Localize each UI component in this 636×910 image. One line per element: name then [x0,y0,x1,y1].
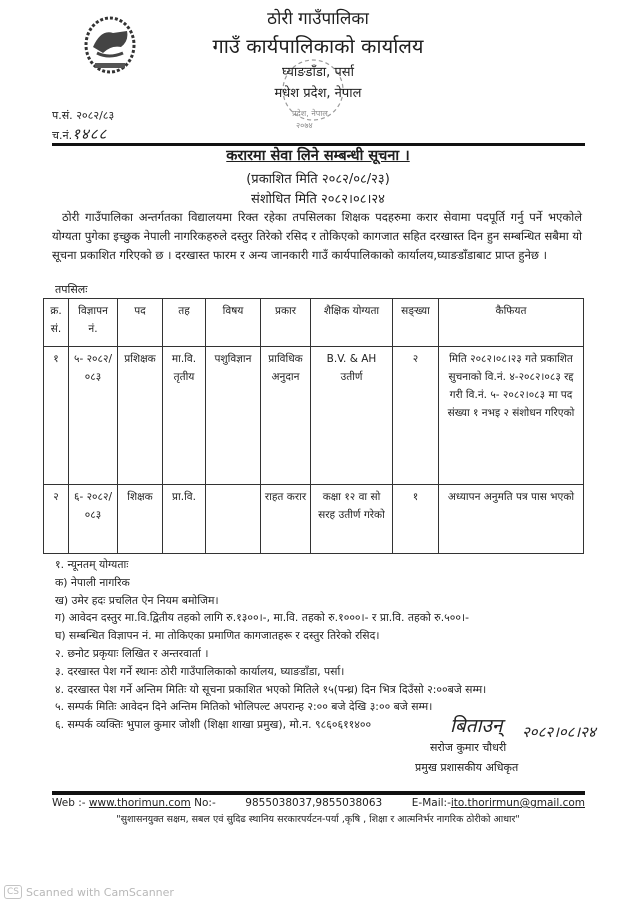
fiscal-year-value: २०८२/८३ [76,109,115,122]
note-item: ४. दरखास्त पेश गर्ने अन्तिम मितिः यो सूचना प्रकाशित भएको मितिले १५(पन्ध्र) दिन भित्र दिउँसो २:००बजे सम्म। [55,682,487,696]
table-row [44,347,584,485]
col-header-post: पद [118,299,163,347]
notes-list [55,556,486,734]
cell-type: राहत करार [261,485,311,554]
col-header-ad-no: विज्ञापन नं. [69,299,118,347]
cell-qualification: कक्षा १२ वा सो सरह उतीर्ण गरेको [311,485,393,554]
phone-numbers: 9855038037,9855038063 [245,797,383,809]
cell-remarks: मिति २०८२।०८।२३ गते प्रकाशित सुचनाको वि.नं. ४-२०८२।०८३ रद्द गरी वि.नं. ५- २०८२।०८३ मा पद संख्या १ नभइ २ संशोधन गरिएको [439,347,584,485]
cell-count: १ [393,485,439,554]
cell-type: प्राविधिक अनुदान [261,347,311,485]
cell-subject: पशुविज्ञान [206,347,261,485]
dispatch-number: १४८८ [72,125,108,143]
note-item: २. छनोट प्रकृयाः लिखित र अन्तरवार्ता । [55,646,209,660]
col-header-type: प्रकार [261,299,311,347]
cell-ad-no: ६- २०८२/ ०८३ [69,485,118,554]
footer-slogan: "सुशासनयुक्त सक्षम, सबल एवं सुदिढ स्थानिय सरकारपर्यटन-पर्या ,कृषि , शिक्षा र आत्मनिर्भर नागरिक ठोरीको आधार" [116,814,520,825]
address-line-2: मधेश प्रदेश, नेपाल [274,86,362,101]
cell-post: प्रशिक्षक [118,347,163,485]
details-label: तपसिलः [55,283,88,296]
table-row [44,485,584,554]
table-header-row [44,299,584,347]
web-label: Web :- [52,797,86,809]
handwritten-signature: बिताउन् [450,715,503,737]
office-name: गाउँ कार्यपालिकाको कार्यालय [212,34,424,58]
note-item: ६. सम्पर्क व्यक्तिः भुपाल कुमार जोशी (शिक्षा शाखा प्रमुख), मो.न. ९८६०६११४०० [55,718,372,732]
cell-count: २ [393,347,439,485]
svg-text:२०७४: २०७४ [296,121,313,130]
cell-level: प्रा.वि. [163,485,206,554]
dispatch-label: च.नं. [52,129,73,142]
fiscal-year-label: प.सं. [52,109,73,122]
col-header-remarks: कैफियत [439,299,584,347]
note-item: क) नेपाली नागरिक [55,575,130,589]
email-label: E-Mail:- [411,797,451,809]
email-link[interactable]: ito.thorirmun@gmail.com [450,797,585,809]
note-item: १. न्यूनतम् योग्यताः [55,558,129,571]
fiscal-year-ref [52,108,114,123]
cell-sn: १ [44,347,69,485]
col-header-subject: विषय [206,299,261,347]
note-item: ५. सम्पर्क मितिः आवेदन दिने अन्तिम मितिको भोलिपल्ट अपरान्ह २:०० बजे देखि ३:०० बजे सम्म। [55,700,433,714]
cell-remarks: अध्यापन अनुमति पत्र पास भएको [439,485,584,554]
camscanner-text: Scanned with CamScanner [26,885,174,899]
signatory-designation: प्रमुख प्रशासकीय अधिकृत [415,761,519,774]
signatory-name: सरोज कुमार चौधरी [430,741,507,754]
signature-date: २०८२।०८।२४ [522,723,596,741]
svg-text:प्रदेश, नेपाल: प्रदेश, नेपाल [292,109,328,118]
col-header-sn: क्र. सं. [44,299,69,347]
notice-body: ठोरी गाउँपालिका अन्तर्गतका विद्यालयमा रिक्त रहेका तपसिलका शिक्षक पदहरुमा करार सेवामा पदपूर्ति गर्नु पर्ने भएकोले योग्यता पुगेका इच्छुक नेपाली नागरिकहरुले दस्तुर तिरेको रसिद र तोकिएको कागजात सहित दरखास्त दिन हुन सम्बन्धित सबैमा यो सूचना प्रकाशित गरिएको छ । दरखास्त फारम र अन्य जानकारी गाउँ कार्यपालिकाको कार्यालय,घ्याङडाँडाबाट प्राप्त हुनेछ । [52,210,582,262]
address-line-1: घ्याङडाँडा, पर्सा [282,65,354,80]
cell-sn: २ [44,485,69,554]
revised-date: संशोधित मिति २०८२।०८।२४ [251,192,385,207]
camscanner-logo-icon: CS [4,885,22,899]
note-item: ग) आवेदन दस्तुर मा.वि.द्वितीय तहको लागि रु.१३००।-, मा.वि. तहको रु.१०००।- र प्रा.वि. तहको रु.५००।- [55,611,469,625]
notice-title: करारमा सेवा लिने सम्बन्धी सूचना । [226,148,410,164]
col-header-level: तह [163,299,206,347]
dispatch-number-ref [52,124,107,144]
vacancy-table [43,298,584,554]
cell-ad-no: ५- २०८२/ ०८३ [69,347,118,485]
footer-contact [52,797,585,809]
note-item: घ) सम्बन्धित विज्ञापन नं. मा तोकिएका प्रमाणित कागजातहरू र दस्तुर तिरेको रसिद। [55,629,380,643]
cell-qualification: B.V. & AH उतीर्ण [311,347,393,485]
cell-post: शिक्षक [118,485,163,554]
cell-level: मा.वि. तृतीय [163,347,206,485]
phone-label: No:- [194,797,216,809]
footer-divider [52,791,585,795]
org-name: ठोरी गाउँपालिका [267,9,369,29]
col-header-count: सङ्ख्या [393,299,439,347]
cell-subject [206,485,261,554]
website-link[interactable]: www.thorimun.com [88,797,191,809]
note-item: ३. दरखास्त पेश गर्ने स्थानः ठोरी गाउँपालिकाको कार्यालय, घ्याङडाँडा, पर्सा। [55,664,345,678]
published-date: (प्रकाशित मिति २०८२/०८/२३) [246,172,390,187]
col-header-qualification: शैक्षिक योग्यता [311,299,393,347]
camscanner-watermark [4,885,174,899]
footer-web [52,797,216,809]
note-item: ख) उमेर हदः प्रचलित ऐन नियम बमोजिम। [55,593,219,607]
footer-email [412,797,585,809]
